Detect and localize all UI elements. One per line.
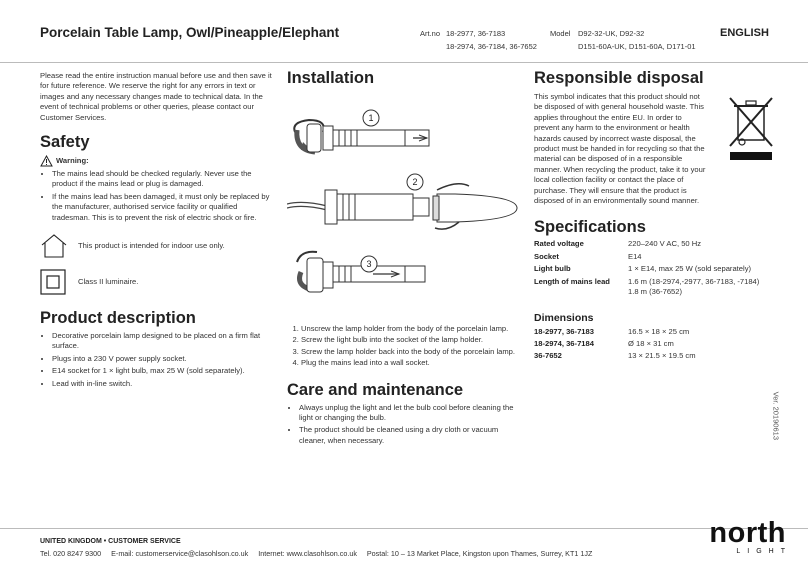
care-heading: Care and maintenance <box>287 380 464 399</box>
table-row <box>534 264 759 276</box>
disposal-heading: Responsible disposal <box>534 69 704 87</box>
page-title: Porcelain Table Lamp, Owl/Pineapple/Elephant <box>40 25 340 40</box>
spec-value-line-2: 1.8 m (36-7652) <box>628 287 683 297</box>
table-row <box>534 351 696 363</box>
dimension-value: Ø 18 × 31 cm <box>628 338 674 348</box>
left-column <box>40 71 272 391</box>
north-light-logo <box>686 517 792 556</box>
dimension-value: 16.5 × 18 × 25 cm <box>628 326 690 336</box>
spec-value: E14 <box>628 251 642 261</box>
table-row <box>534 277 759 300</box>
list-item: 4. Plug the mains lead into a wall socket. <box>301 358 525 368</box>
safety-list <box>40 169 272 223</box>
table-row <box>534 339 696 351</box>
logo-brand: north <box>709 517 786 549</box>
installation-steps <box>287 324 525 369</box>
warning-label: Warning: <box>56 155 89 165</box>
dimensions-table <box>534 327 696 364</box>
intro-text: Please read the entire instruction manual before use and then save it for future reference. We reserve the right for any errors in text or images and any necessary changes made to technical data. In the event of technical problems or other queries, please contact our Customer Services. <box>40 71 272 122</box>
step-number-3: 3 <box>366 259 372 269</box>
list-item: • Plugs into a 230 V power supply socket. <box>52 354 272 364</box>
crossed-bin-icon <box>726 94 776 162</box>
right-column <box>534 69 784 364</box>
spec-label: Rated voltage <box>534 239 584 249</box>
art-no-values <box>446 27 537 53</box>
spec-value <box>628 277 759 300</box>
footer-region: UNITED KINGDOM • CUSTOMER SERVICE <box>40 538 181 545</box>
list-item: 2. Screw the light bulb into the socket of the lamp holder. <box>301 335 525 345</box>
list-item: • E14 socket for 1 × light bulb, max 25 W (sold separately). <box>52 366 272 376</box>
list-item: • Lead with in-line switch. <box>52 379 272 389</box>
table-row <box>534 239 759 251</box>
class2-text: Class II luminaire. <box>78 276 139 286</box>
spec-label: Socket <box>534 251 559 261</box>
model-line-2: D151-60A-UK, D151-60A, D171-01 <box>578 42 696 51</box>
house-icon <box>40 233 68 259</box>
logo-sub: LIGHT <box>736 548 792 555</box>
table-row <box>534 327 696 339</box>
list-item: • The product should be cleaned using a dry cloth or vacuum cleaner, when necessary. <box>299 425 525 446</box>
header-divider <box>0 62 808 63</box>
specifications-table <box>534 239 759 299</box>
spec-label: Length of mains lead <box>534 276 610 286</box>
disposal-row <box>534 92 784 206</box>
step-3-drawing <box>297 252 425 292</box>
art-no-label: Art.no <box>420 29 441 38</box>
list-item: • Always unplug the light and let the bulb cool before cleaning the light or changing the bulb. <box>299 403 525 424</box>
spec-label: Light bulb <box>534 264 571 274</box>
specifications-heading: Specifications <box>534 218 646 237</box>
table-row <box>534 252 759 264</box>
spec-value: 1 × E14, max 25 W (sold separately) <box>628 264 752 274</box>
version-label: Ver. 20190613 <box>771 391 780 440</box>
safety-heading: Safety <box>40 133 90 152</box>
list-item: • Decorative porcelain lamp designed to be placed on a firm flat surface. <box>52 331 272 352</box>
middle-column <box>287 69 527 88</box>
model-label: Model <box>550 29 571 38</box>
installation-steps-block <box>287 324 525 448</box>
model-line-1: D92-32-UK, D92-32 <box>578 29 645 38</box>
model-values <box>578 27 696 53</box>
step-2-drawing <box>287 174 517 229</box>
warning-triangle-icon <box>40 155 53 167</box>
class2-row <box>40 269 272 295</box>
product-description-heading: Product description <box>40 309 196 328</box>
indoor-text: This product is intended for indoor use only. <box>78 240 225 250</box>
dimensions-heading: Dimensions <box>534 311 594 324</box>
list-item: • If the mains lead has been damaged, it must only be replaced by the manufacturer, authorised service facility or qualified tradesman. This is to prevent the risk of electric shock or fire. <box>52 192 272 223</box>
installation-illustration <box>287 100 522 320</box>
footer-contact: Tel. 020 8247 9300 E-mail: customerservice@clasohlson.co.uk Internet: www.clasohlson.co.uk Postal: 10 – 13 Market Place, Kingston upon Thames, Surrey, KT1 1JZ <box>40 549 593 558</box>
list-item: 3. Screw the lamp holder back into the body of the porcelain lamp. <box>301 347 525 357</box>
spec-value-line-1: 1.6 m (18-2974,-2977, 36-7183, -7184) <box>628 276 760 286</box>
list-item: 1. Unscrew the lamp holder from the body of the porcelain lamp. <box>301 324 525 334</box>
care-list <box>287 403 525 447</box>
dimension-label: 18-2977, 36-7183 <box>534 326 594 336</box>
language-label: ENGLISH <box>720 27 769 39</box>
dimension-label: 18-2974, 36-7184 <box>534 338 594 348</box>
indoor-row <box>40 233 272 259</box>
disposal-text: This symbol indicates that this product should not be disposed of with general household waste. This applies throughout the entire EU. In order to prevent any harm to the environment or health hazards caused by incorrect waste disposal, the product must be handed in for recycling so that the material can be disposed of in a responsible manner. When recycling the product, take it to your local collection facility or contact the place of purchase. They will ensure that the product is disposed of in an environmentally sound manner. <box>534 92 706 206</box>
weee-symbol <box>726 94 776 206</box>
product-description-list <box>40 331 272 389</box>
class-ii-icon <box>40 269 66 295</box>
warning-row <box>40 155 272 167</box>
art-no-line-1: 18-2977, 36-7183 <box>446 29 506 38</box>
installation-heading: Installation <box>287 69 375 87</box>
dimension-label: 36-7652 <box>534 351 562 361</box>
art-no-line-2: 18-2974, 36-7184, 36-7652 <box>446 42 537 51</box>
step-1-drawing <box>294 110 429 152</box>
dimension-value: 13 × 21.5 × 19.5 cm <box>628 351 696 361</box>
list-item: • The mains lead should be checked regularly. Never use the product if the mains lead or plug is damaged. <box>52 169 272 190</box>
spec-value: 220–240 V AC, 50 Hz <box>628 239 702 249</box>
step-number-2: 2 <box>412 177 418 187</box>
step-number-1: 1 <box>368 113 374 123</box>
